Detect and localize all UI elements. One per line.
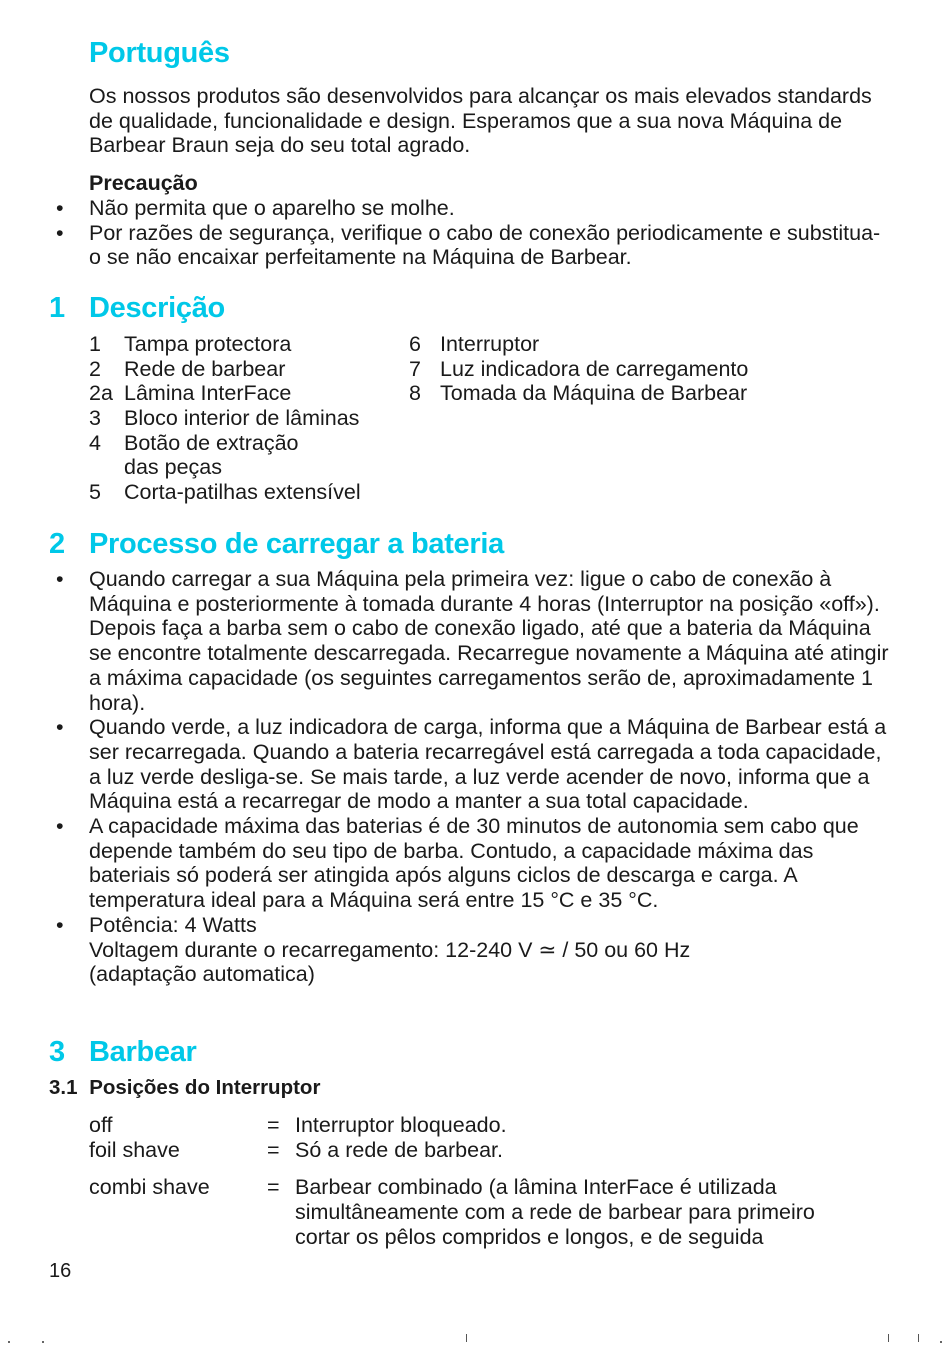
switch-row	[89, 1175, 889, 1249]
switch-row	[89, 1113, 889, 1138]
equals-sign: =	[267, 1137, 280, 1162]
subsection-title: Posições do Interruptor	[89, 1076, 321, 1099]
crop-mark	[918, 1334, 919, 1342]
item-number: 4	[89, 430, 101, 455]
item-number: 1	[89, 332, 101, 356]
item-label: Rede de barbear	[124, 356, 286, 381]
charging-list	[89, 567, 889, 987]
list-item	[89, 332, 399, 357]
list-item	[89, 480, 399, 505]
item-label: Interruptor	[440, 332, 540, 356]
switch-key: combi shave	[89, 1175, 210, 1200]
subsection-heading	[49, 1076, 320, 1100]
crop-mark	[940, 1341, 942, 1343]
list-item: • Quando carregar a sua Máquina pela primeira vez: ligue o cabo de conexão à Máquina e posteriormente à tomada durante 4 horas (Interruptor na posição «off»). Depois faça a barba sem o cabo de conexão ligado, até que a bateria da Máquina se encontre totalmente descarregada. Recarregue novamente a Máquina até atingir a máxima capacidade (os seguintes carregamentos serão de, aproximadamente 1 hora).	[89, 567, 889, 715]
description-list-left	[89, 332, 399, 505]
item-number: 7	[409, 356, 421, 381]
switch-key: foil shave	[89, 1137, 180, 1162]
item-label: Corta-patilhas extensível	[124, 480, 361, 505]
switch-key: off	[89, 1113, 113, 1137]
page-title: Português	[89, 37, 230, 69]
page-number: 16	[49, 1260, 72, 1282]
item-number: 6	[409, 332, 421, 356]
intro-paragraph: Os nossos produtos são desenvolvidos para alcançar os mais elevados standards de qualidade, funcionalidade e design. Esperamos que a sua nova Máquina de Barbear Braun seja do seu total agrado.	[89, 84, 872, 158]
equals-sign: =	[267, 1113, 280, 1137]
item-label: das peças	[124, 455, 223, 480]
crop-mark	[8, 1341, 10, 1343]
adaptation-line: (adaptação automatica)	[89, 962, 315, 987]
list-item: • Não permita que o aparelho se molhe.	[89, 196, 889, 221]
section-number: 3	[49, 1036, 65, 1068]
section-title: Descrição	[89, 292, 225, 324]
crop-mark	[42, 1341, 44, 1343]
switch-positions	[89, 1113, 889, 1250]
list-item	[89, 913, 889, 987]
list-item: • Por razões de segurança, verifique o cabo de conexão periodicamente e substitua-o se não encaixar perfeitamente na Máquina de Barbear.	[89, 221, 889, 270]
list-item: • A capacidade máxima das baterias é de 30 minutos de autonomia sem cabo que depende também do seu tipo de barba. Contudo, a capacidade máxima das bateriais só poderá ser atingida após alguns ciclos de descarga e carga. A temperatura ideal para a Máquina será entre 15 °C e 35 °C.	[89, 814, 889, 913]
item-number: 8	[409, 381, 421, 406]
item-label: Bloco interior de lâminas	[124, 406, 360, 431]
item-number: 5	[89, 480, 101, 505]
list-item	[89, 455, 399, 480]
switch-row	[89, 1138, 889, 1163]
item-number: 2	[89, 356, 101, 381]
switch-value: Só a rede de barbear.	[295, 1137, 503, 1162]
list-item	[89, 431, 399, 456]
switch-value: Interruptor bloqueado.	[295, 1113, 507, 1137]
section-number: 2	[49, 528, 65, 560]
list-item	[409, 357, 829, 382]
crop-mark	[466, 1334, 467, 1342]
item-label: Luz indicadora de carregamento	[440, 356, 749, 381]
switch-value: Barbear combinado (a lâmina InterFace é utilizada simultâneamente com a rede de barbear para primeiro cortar os pêlos compridos e longos, e de seguida	[295, 1175, 815, 1249]
voltage-line: Voltagem durante o recarregamento: 12-240 V ≃ / 50 ou 60 Hz	[89, 937, 691, 962]
item-label: Botão de extração	[124, 430, 299, 455]
subsection-number: 3.1	[49, 1076, 78, 1099]
section-title: Processo de carregar a bateria	[89, 528, 504, 560]
item-number: 2a	[89, 381, 113, 406]
caution-list	[89, 196, 889, 270]
item-label: Tomada da Máquina de Barbear	[440, 381, 748, 406]
list-item	[89, 406, 399, 431]
section-heading-descricao	[49, 291, 225, 325]
list-item	[89, 381, 399, 406]
power-line: • Potência: 4 Watts	[89, 912, 257, 937]
section-title: Barbear	[89, 1036, 197, 1068]
item-label: Lâmina InterFace	[124, 381, 292, 406]
caution-heading: Precaução	[89, 171, 198, 195]
section-heading-carregar	[49, 527, 504, 561]
list-item	[409, 381, 829, 406]
list-item	[409, 332, 829, 357]
equals-sign: =	[267, 1175, 280, 1200]
crop-mark	[888, 1334, 889, 1342]
list-item	[89, 357, 399, 382]
section-number: 1	[49, 292, 65, 324]
item-number: 3	[89, 406, 101, 431]
description-list-right	[409, 332, 829, 406]
list-item: • Quando verde, a luz indicadora de carga, informa que a Máquina de Barbear está a ser recarregada. Quando a bateria recarregável está carregada a toda capacidade, a luz verde desliga-se. Se mais tarde, a luz verde acender de novo, informa que a Máquina está a recarregar de modo a manter a sua total capacidade.	[89, 715, 889, 814]
section-heading-barbear	[49, 1035, 197, 1069]
item-label: Tampa protectora	[124, 332, 292, 356]
